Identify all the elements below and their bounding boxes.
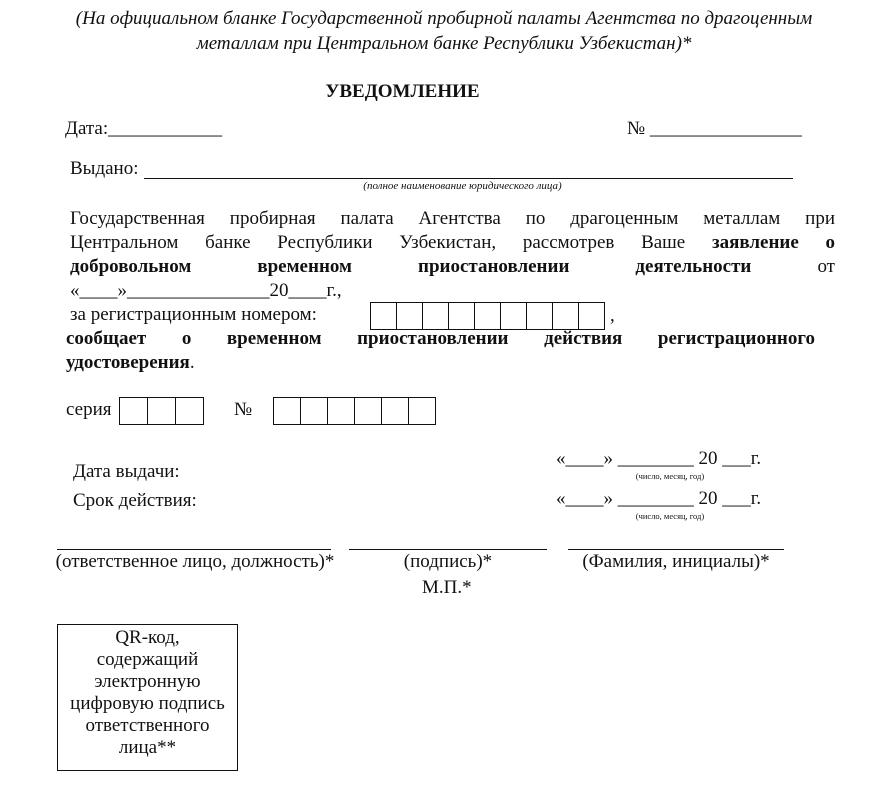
text-bold: заявление о [711, 232, 835, 253]
document-title: УВЕДОМЛЕНИЕ [325, 81, 480, 102]
issue-date-label: Дата выдачи: [73, 461, 180, 482]
name-caption: (Фамилия, инициалы)* [582, 551, 770, 572]
series-number-boxes[interactable] [273, 397, 436, 425]
paragraph-bold-line-2 [66, 352, 195, 374]
paragraph-line-3 [70, 256, 835, 278]
validity-date-caption: (число, месяц, год) [635, 511, 705, 521]
header-note-line-2: металлам при Центральном банке Республики Узбекистан)* [196, 33, 692, 54]
period: . [189, 352, 195, 373]
person-line[interactable] [57, 549, 331, 550]
paragraph-line-1: Государственная пробирная палата Агентства по драгоценным металлам при [70, 208, 835, 229]
validity-date-field[interactable]: «____» ________ 20 ___г. [556, 488, 762, 509]
date-field[interactable]: Дата:____________ [65, 118, 223, 139]
number-field[interactable]: № ________________ [627, 118, 802, 139]
paragraph-line-2 [70, 232, 835, 254]
issue-date-caption: (число, месяц, год) [635, 471, 705, 481]
series-boxes[interactable] [119, 397, 204, 425]
issued-caption: (полное наименование юридического лица) [363, 180, 562, 192]
text-bold: добровольном временном приостановлении деятельности [70, 256, 752, 277]
reg-number-boxes[interactable] [370, 302, 605, 330]
comma: , [610, 305, 615, 326]
issue-date-field[interactable]: «____» ________ 20 ___г. [556, 448, 762, 469]
name-line[interactable] [568, 549, 784, 550]
issued-to-field[interactable] [144, 178, 793, 179]
text: Центральном банке Республики Узбекистан, рассмотрев Ваше [70, 232, 686, 253]
issued-label: Выдано: [70, 158, 139, 179]
application-date-field[interactable]: «____»_______________20____г., [70, 280, 342, 301]
person-caption: (ответственное лицо, должность)* [55, 551, 335, 572]
paragraph-bold-line-1: сообщает о временном приостановлении действия регистрационного [66, 328, 815, 349]
text-bold: удостоверения [66, 352, 190, 373]
qr-code-placeholder: QR-код, содержащий электронную цифровую подпись ответственного лица** [57, 624, 238, 771]
text: от [817, 256, 835, 277]
header-note-line-1: (На официальном бланке Государственной пробирной палаты Агентства по драгоценным [75, 8, 813, 29]
validity-label: Срок действия: [73, 490, 197, 511]
signature-line[interactable] [349, 549, 547, 550]
stamp-place: М.П.* [422, 577, 472, 598]
signature-caption: (подпись)* [403, 551, 493, 572]
reg-number-label: за регистрационным номером: [70, 304, 317, 325]
series-label: серия [66, 399, 112, 420]
series-number-label: № [234, 399, 253, 420]
